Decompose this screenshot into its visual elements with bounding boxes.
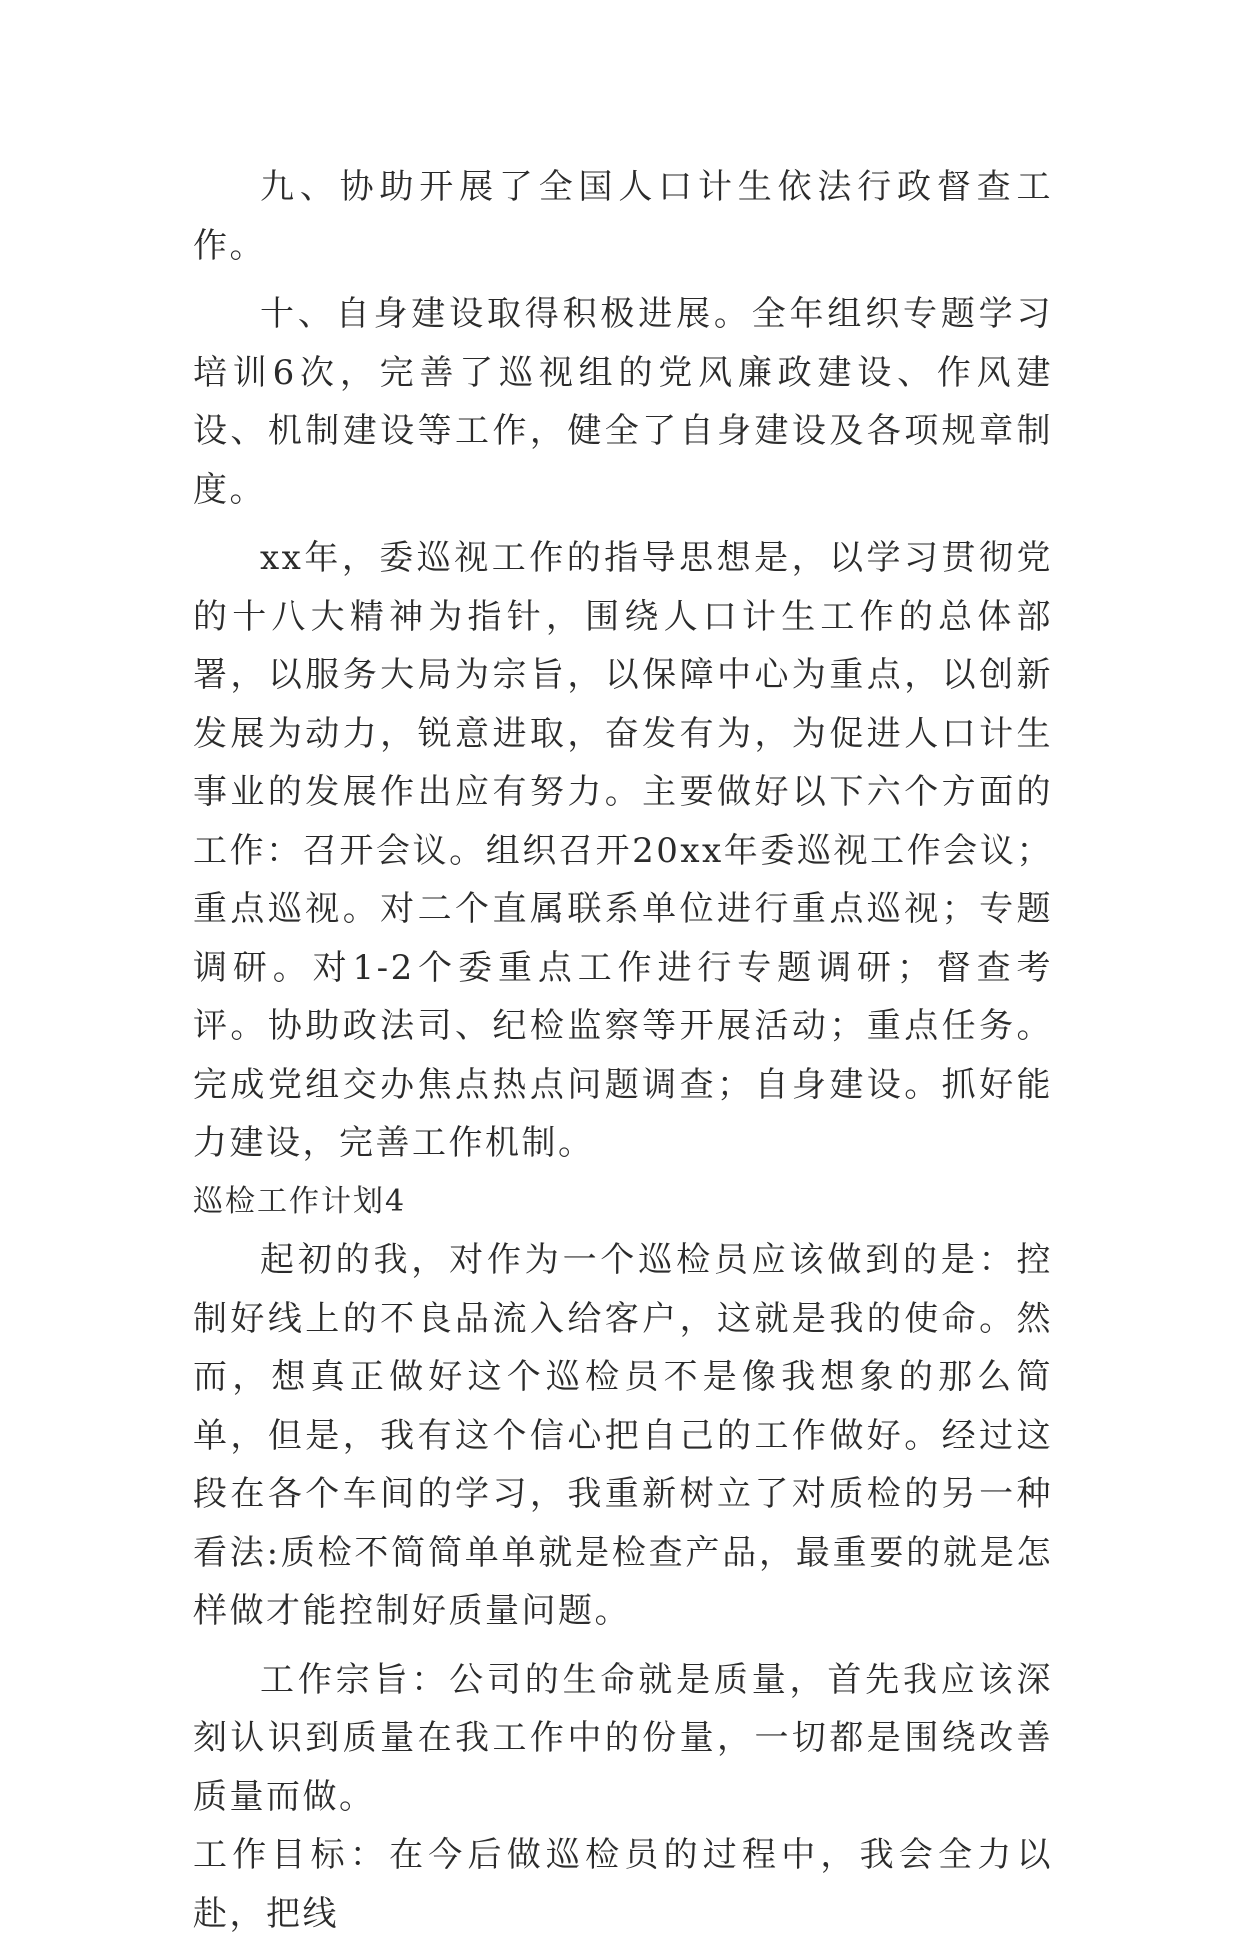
paragraph-work-purpose: 工作宗旨：公司的生命就是质量，首先我应该深刻认识到质量在我工作中的份量，一切都是围绕改善质量而做。 xyxy=(193,1659,1053,1817)
paragraph-item-10: 十、自身建设取得积极进展。全年组织专题学习培训6次，完善了巡视组的党风廉政建设、作风建设、机制建设等工作，健全了自身建设及各项规章制度。 xyxy=(193,294,1053,510)
document-body xyxy=(193,158,1053,1943)
paragraph-plan-summary: xx年，委巡视工作的指导思想是，以学习贯彻党的十八大精神为指针，围绕人口计生工作的总体部署，以服务大局为宗旨，以保障中心为重点，以创新发展为动力，锐意进取，奋发有为，为促进人口计生事业的发展作出应有努力。主要做好以下六个方面的工作：召开会议。组织召开20xx年委巡视工作会议；重点巡视。对二个直属联系单位进行重点巡视；专题调研。对1-2个委重点工作进行专题调研；督查考评。协助政法司、纪检监察等开展活动；重点任务。完成党组交办焦点热点问题调查；自身建设。抓好能力建设，完善工作机制。 xyxy=(193,538,1053,1163)
paragraph-item-9: 九、协助开展了全国人口计生依法行政督查工作。 xyxy=(193,167,1053,266)
paragraph-inspector-intro: 起初的我，对作为一个巡检员应该做到的是：控制好线上的不良品流入给客户，这就是我的使命。然而，想真正做好这个巡检员不是像我想象的那么简单，但是，我有这个信心把自己的工作做好。经过这段在各个车间的学习，我重新树立了对质检的另一种看法:质检不简简单单就是检查产品，最重要的就是怎样做才能控制好质量问题。 xyxy=(193,1240,1053,1631)
paragraph-work-goal: 工作目标：在今后做巡检员的过程中，我会全力以赴，把线 xyxy=(193,1835,1053,1934)
section-heading: 巡检工作计划4 xyxy=(193,1183,407,1219)
